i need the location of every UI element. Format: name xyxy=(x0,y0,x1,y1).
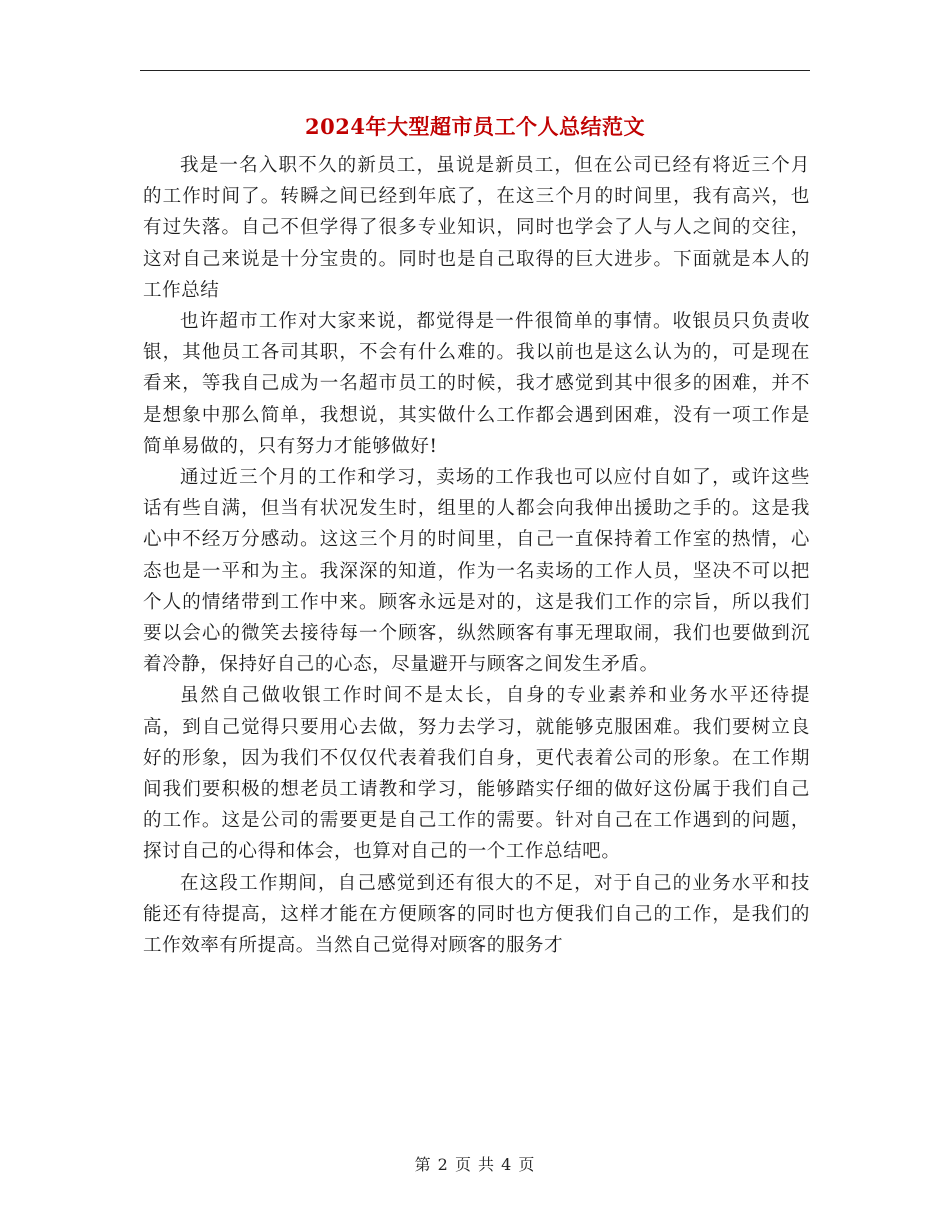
paragraph: 也许超市工作对大家来说，都觉得是一件很简单的事情。收银员只负责收银，其他员工各司其职，不会有什么难的。我以前也是这么认为的，可是现在看来，等我自己成为一名超市员工的时候，我才感觉到其中很多的困难，并不是想象中那么简单，我想说，其实做什么工作都会遇到困难，没有一项工作是简单易做的，只有努力才能够做好! xyxy=(143,311,810,457)
paragraph: 在这段工作期间，自己感觉到还有很大的不足，对于自己的业务水平和技能还有待提高，这样才能在方便顾客的同时也方便我们自己的工作，是我们的工作效率有所提高。当然自己觉得对顾客的服务才 xyxy=(143,872,810,957)
paragraph: 通过近三个月的工作和学习，卖场的工作我也可以应付自如了，或许这些话有些自满，但当有状况发生时，组里的人都会向我伸出援助之手的。这是我心中不经万分感动。这这三个月的时间里，自己一直保持着工作室的热情，心态也是一平和为主。我深深的知道，作为一名卖场的工作人员，坚决不可以把个人的情绪带到工作中来。顾客永远是对的，这是我们工作的宗旨，所以我们要以会心的微笑去接待每一个顾客，纵然顾客有事无理取闹，我们也要做到沉着冷静，保持好自己的心态，尽量避开与顾客之间发生矛盾。 xyxy=(143,467,810,676)
paragraph: 虽然自己做收银工作时间不是太长，自身的专业素养和业务水平还待提高，到自己觉得只要用心去做，努力去学习，就能够克服困难。我们要树立良好的形象，因为我们不仅仅代表着我们自身，更代表着公司的形象。在工作期间我们要积极的想老员工请教和学习，能够踏实仔细的做好这份属于我们自己的工作。这是公司的需要更是自己工作的需要。针对自己在工作遇到的问题，探讨自己的心得和体会，也算对自己的一个工作总结吧。 xyxy=(143,685,810,863)
header-rule xyxy=(140,70,810,71)
page-number-footer: 第 2 页 共 4 页 xyxy=(414,1155,536,1174)
paragraph: 我是一名入职不久的新员工，虽说是新员工，但在公司已经有将近三个月的工作时间了。转瞬之间已经到年底了，在这三个月的时间里，我有高兴，也有过失落。自己不但学得了很多专业知识，同时也学会了人与人之间的交往，这对自己来说是十分宝贵的。同时也是自己取得的巨大进步。下面就是本人的工作总结 xyxy=(143,155,810,301)
document-title: 2024年大型超市员工个人总结范文 xyxy=(305,114,645,139)
document-body xyxy=(143,150,810,961)
